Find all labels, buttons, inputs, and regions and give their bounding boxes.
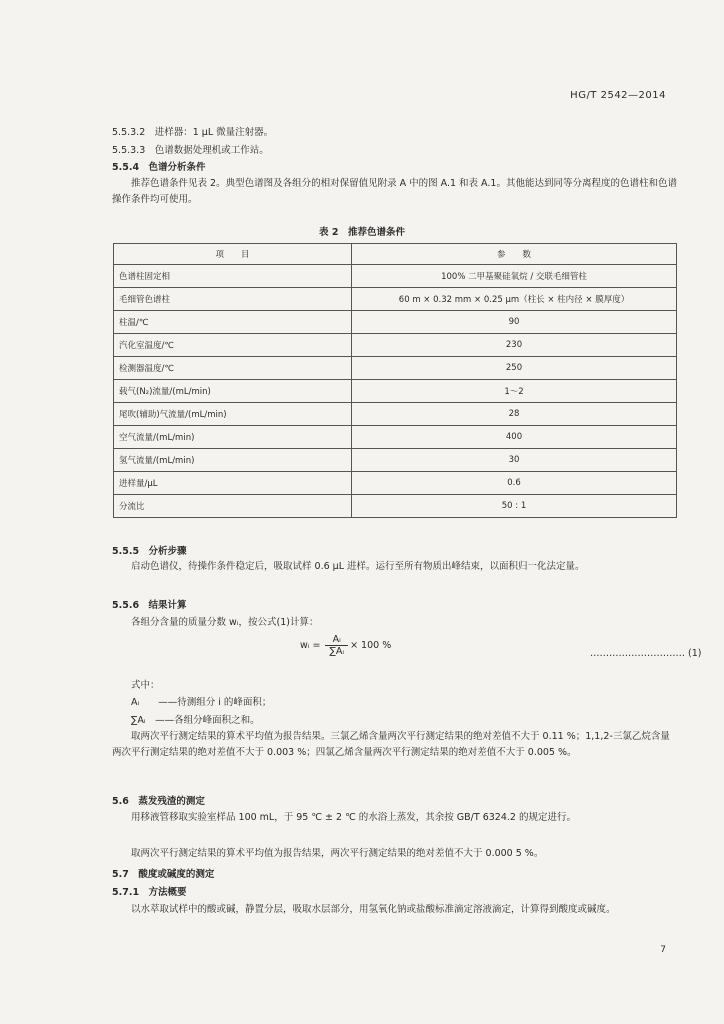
row-value: 1～2	[352, 380, 677, 403]
table-row	[114, 380, 677, 403]
row-label: 汽化室温度/℃	[114, 334, 352, 357]
table-header-row	[114, 244, 677, 265]
standard-code: HG/T 2542—2014	[570, 90, 666, 101]
table-row	[114, 311, 677, 334]
formula-1	[300, 634, 391, 657]
table-row	[114, 357, 677, 380]
table-header-param: 参 数	[352, 244, 677, 265]
clause-5-5-6-intro: 各组分含量的质量分数 wᵢ，按公式(1)计算：	[131, 617, 319, 628]
table-row	[114, 288, 677, 311]
formula-rhs: × 100 %	[350, 640, 392, 651]
table-header-item: 项 目	[114, 244, 352, 265]
clause-5-5-5-text: 启动色谱仪，待操作条件稳定后，吸取试样 0.6 μL 进样。运行至所有物质出峰结束，以面积归一化法定量。	[131, 561, 585, 572]
table-row	[114, 403, 677, 426]
row-label: 氢气流量/(mL/min)	[114, 449, 352, 472]
row-value: 400	[352, 426, 677, 449]
row-value: 30	[352, 449, 677, 472]
table-row	[114, 495, 677, 518]
table-caption: 表 2 推荐色谱条件	[319, 227, 405, 238]
variable-sum-ai: ∑Aᵢ ——各组分峰面积之和。	[131, 715, 260, 726]
clause-5-5-3-2: 5.5.3.2 进样器：1 μL 微量注射器。	[112, 127, 274, 138]
formula-fraction	[325, 634, 348, 657]
row-value: 90	[352, 311, 677, 334]
formula-denominator: ∑Aᵢ	[329, 646, 345, 657]
clause-5-6-text2: 取两次平行测定结果的算术平均值为报告结果，两次平行测定结果的绝对差值不大于 0.000 5 %。	[131, 848, 544, 859]
row-label: 柱温/℃	[114, 311, 352, 334]
row-label: 检测器温度/℃	[114, 357, 352, 380]
table-row	[114, 265, 677, 288]
row-value: 0.6	[352, 472, 677, 495]
where-label: 式中：	[131, 680, 160, 691]
formula-numerator: Aᵢ	[325, 634, 348, 646]
clause-5-5-4-title: 5.5.4 色谱分析条件	[112, 162, 206, 173]
row-label: 空气流量/(mL/min)	[114, 426, 352, 449]
variable-ai: Aᵢ ——待测组分 i 的峰面积；	[131, 697, 272, 708]
row-label: 分流比	[114, 495, 352, 518]
row-label: 尾吹(辅助)气流量/(mL/min)	[114, 403, 352, 426]
clause-5-5-4-text: 推荐色谱条件见表 2。典型色谱图及各组分的相对保留值见附录 A 中的图 A.1 和表 A.1。其他能达到同等分离程度的色谱柱和色谱操作条件均可使用。	[112, 178, 677, 205]
row-label: 毛细管色谱柱	[114, 288, 352, 311]
equation-number: ………………………… (1)	[590, 648, 702, 659]
row-label: 载气(N₂)流量/(mL/min)	[114, 380, 352, 403]
clause-5-7-1-title: 5.7.1 方法概要	[112, 887, 187, 898]
formula-lhs: wᵢ =	[300, 640, 324, 651]
row-value: 100% 二甲基聚硅氧烷 / 交联毛细管柱	[352, 265, 677, 288]
table-row	[114, 449, 677, 472]
chromatography-conditions-table	[113, 243, 677, 518]
table-row	[114, 426, 677, 449]
page-number: 7	[660, 945, 666, 955]
table-row	[114, 472, 677, 495]
row-label: 进样量/μL	[114, 472, 352, 495]
clause-5-6-title: 5.6 蒸发残渣的测定	[112, 796, 205, 807]
row-label: 色谱柱固定相	[114, 265, 352, 288]
row-value: 230	[352, 334, 677, 357]
clause-5-5-5-title: 5.5.5 分析步骤	[112, 546, 187, 557]
row-value: 250	[352, 357, 677, 380]
table-row	[114, 334, 677, 357]
clause-5-5-3-3: 5.5.3.3 色谱数据处理机或工作站。	[112, 145, 269, 156]
clause-5-5-6-title: 5.5.6 结果计算	[112, 600, 187, 611]
row-value: 50 : 1	[352, 495, 677, 518]
clause-5-7-title: 5.7 酸度或碱度的测定	[112, 869, 215, 880]
row-value: 60 m × 0.32 mm × 0.25 μm（柱长 × 柱内径 × 膜厚度）	[352, 288, 677, 311]
clause-5-6-text: 用移液管移取实验室样品 100 mL，于 95 ℃ ± 2 ℃ 的水浴上蒸发，其余按 GB/T 6324.2 的规定进行。	[131, 812, 576, 823]
clause-5-7-1-text: 以水萃取试样中的酸或碱，静置分层，吸取水层部分，用氢氧化钠或盐酸标准滴定溶液滴定，计算得到酸度或碱度。	[131, 904, 616, 915]
result-text: 取两次平行测定结果的算术平均值为报告结果。三氯乙烯含量两次平行测定结果的绝对差值不大于 0.11 %；1,1,2-三氯乙烷含量两次平行测定结果的绝对差值不大于 0.003 %；四氯乙烯含量两次平行测定结果的绝对差值不大于 0.005 %。	[112, 731, 670, 758]
row-value: 28	[352, 403, 677, 426]
